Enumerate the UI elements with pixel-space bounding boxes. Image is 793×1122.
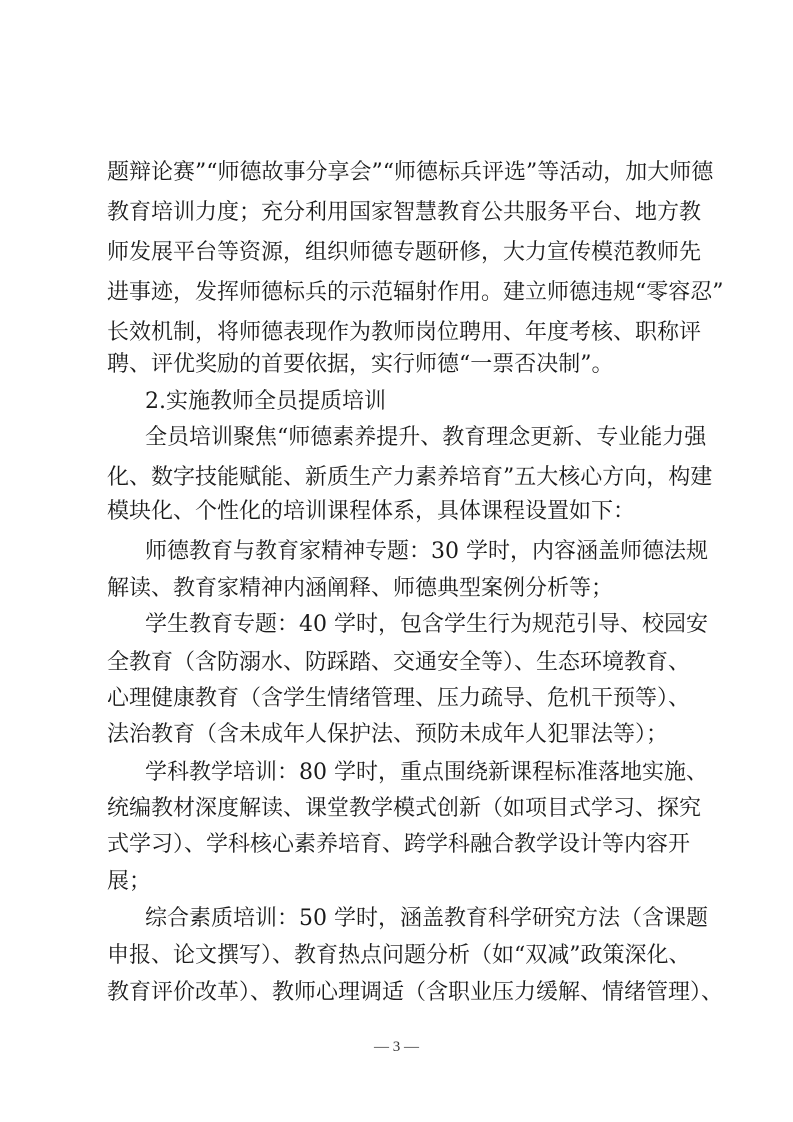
text-line: 申报、论文撰写）、教育热点问题分析（如“双减”政策深化、 [107, 943, 691, 968]
text-line: 心理健康教育（含学生情绪管理、压力疏导、危机干预等）、 [107, 686, 691, 711]
text-line: 法治教育（含未成年人保护法、预防未成年人犯罪法等）； [107, 722, 669, 747]
text-line: 展； [107, 869, 152, 894]
text-line: 进事迹，发挥师德标兵的示范辐射作用。建立师德违规“零容忍” [107, 280, 724, 305]
paragraph-first-line: 师德教育与教育家精神专题：30 学时，内容涵盖师德法规 [145, 539, 708, 564]
text-line: 统编教材深度解读、课堂教学模式创新（如项目式学习、探究 [107, 796, 702, 821]
paragraph-first-line: 学生教育专题：40 学时，包含学生行为规范引导、校园安 [145, 612, 708, 637]
text-line: 长效机制，将师德表现作为教师岗位聘用、年度考核、职称评 [107, 320, 702, 345]
text-line: 教育评价改革）、教师心理调适（含职业压力缓解、情绪管理）、 [107, 980, 724, 1005]
paragraph-first-line: 全员培训聚焦“师德素养提升、教育理念更新、专业能力强 [145, 425, 707, 450]
text-line: 教育培训力度；充分利用国家智慧教育公共服务平台、地方教 [107, 200, 702, 225]
text-line: 聘、评优奖励的首要依据，实行师德“一票否决制”。 [107, 352, 614, 377]
text-line: 题辩论赛”“师德故事分享会”“师德标兵评选”等活动，加大师德 [107, 160, 714, 185]
page-number: — 3 — [374, 1039, 419, 1055]
text-line: 化、数字技能赋能、新质生产力素养培育”五大核心方向，构建 [107, 465, 713, 490]
text-line: 全教育（含防溺水、防踩踏、交通安全等）、生态环境教育、 [107, 650, 691, 675]
paragraph-first-line: 综合素质培训：50 学时，涵盖教育科学研究方法（含课题 [145, 906, 708, 931]
text-line: 解读、教育家精神内涵阐释、师德典型案例分析等； [107, 576, 614, 601]
section-heading: 2.实施教师全员提质培训 [145, 389, 386, 414]
text-line: 式学习）、学科核心素养培育、跨学科融合教学设计等内容开 [107, 832, 691, 857]
text-line: 模块化、个性化的培训课程体系，具体课程设置如下： [107, 499, 636, 524]
paragraph-first-line: 学科教学培训：80 学时，重点围绕新课程标准落地实施、 [145, 760, 708, 785]
text-line: 师发展平台等资源，组织师德专题研修，大力宣传模范教师先 [107, 240, 702, 265]
